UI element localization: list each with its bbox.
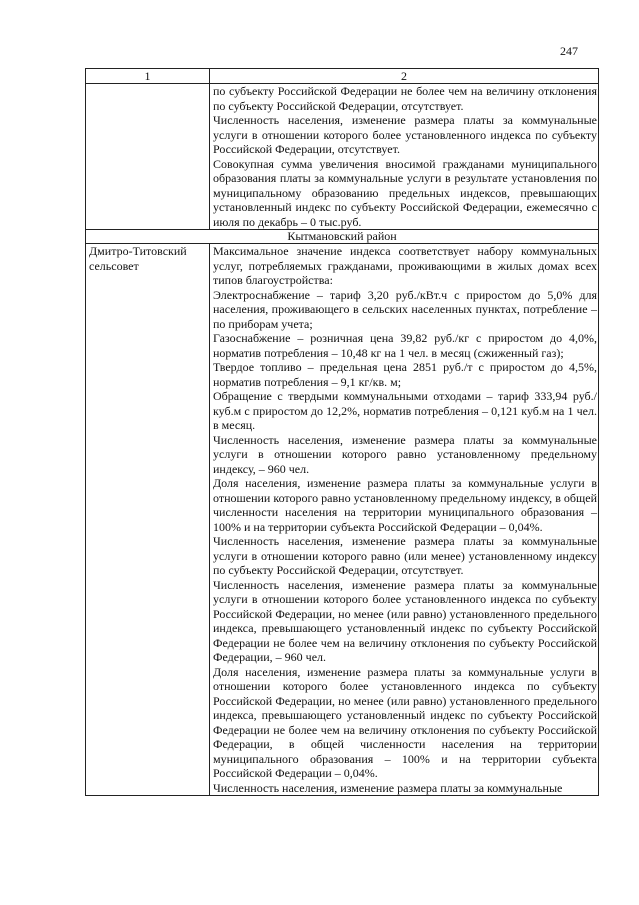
- row2-paragraph-5: Обращение с твердыми коммунальными отходами – тариф 333,94 руб./куб.м с приростом до 12,2%, норматив потребления – 0,121 куб.м на 1 чел. в месяц.: [213, 389, 597, 432]
- table-row: [86, 84, 599, 230]
- row1-col1-cell: [86, 84, 210, 230]
- region-title: Кытмановский район: [86, 230, 599, 244]
- row1-paragraph-2: Численность населения, изменение размера платы за коммунальные услуги в отношении которого более установленного индекса по субъекту Российской Федерации, отсутствует.: [213, 113, 597, 156]
- row1-col2-cell: [210, 84, 599, 230]
- row2-paragraph-10: Доля населения, изменение размера платы за коммунальные услуги в отношении которого более установленного индекса по субъекту Российской Федерации, но менее (или равно) установленного предельного индекса, превышающего установленный индекс по субъекту Российской Федерации не более чем на величину отклонения по субъекту Российской Федерации, в общей численности населения на территории муниципального образования – 100% и на территории субъекта Российской Федерации – 0,04%.: [213, 664, 597, 780]
- document-table: [85, 68, 599, 796]
- row2-paragraph-11: Численность населения, изменение размера платы за коммунальные: [213, 780, 563, 795]
- column-header-1: 1: [86, 69, 210, 84]
- page-number: 247: [560, 44, 578, 58]
- column-header-2: 2: [210, 69, 599, 84]
- municipality-name: Дмитро-Титовский сельсовет: [89, 244, 187, 273]
- table-header-row: [86, 69, 599, 84]
- region-header-row: [86, 230, 599, 244]
- row2-col1-cell: [86, 244, 210, 796]
- row2-paragraph-6: Численность населения, изменение размера платы за коммунальные услуги в отношении которого равно установленному предельному индексу, – 960 чел.: [213, 432, 597, 476]
- row1-paragraph-3: Совокупная сумма увеличения вносимой гражданами муниципального образования платы за коммунальные услуги в результате установления по муниципальному образованию предельных индексов, превышающих установленный индекс по субъекту Российской Федерации, ежемесячно с июля по декабрь – 0 тыс.руб.: [213, 156, 597, 229]
- row2-paragraph-4: Твердое топливо – предельная цена 2851 руб./т с приростом до 4,5%, норматив потребления – 9,1 кг/кв. м;: [213, 360, 597, 389]
- row2-paragraph-9: Численность населения, изменение размера платы за коммунальные услуги в отношении которого более установленного индекса по субъекту Российской Федерации, но менее (или равно) установленного предельного индекса, превышающего установленный индекс по субъекту Российской Федерации не более чем на величину отклонения по субъекту Российской Федерации, – 960 чел.: [213, 577, 597, 664]
- row2-paragraph-7: Доля населения, изменение размера платы за коммунальные услуги в отношении которого равно установленному предельному индексу, в общей численности населения на территории муниципального образования – 100% и на территории субъекта Российской Федерации – 0,04%.: [213, 476, 597, 534]
- row2-paragraph-2: Электроснабжение – тариф 3,20 руб./кВт.ч с приростом до 5,0% для населения, проживающего в сельских населенных пунктах, потребление – по приборам учета;: [213, 287, 597, 331]
- row2-paragraph-3: Газоснабжение – розничная цена 39,82 руб./кг с приростом до 4,0%, норматив потребления – 10,48 кг на 1 чел. в месяц (сжиженный газ);: [213, 331, 597, 360]
- row2-paragraph-1: Максимальное значение индекса соответствует набору коммунальных услуг, потребляемых гражданами, проживающими в жилых домах всех типов благоустройства:: [213, 244, 597, 287]
- table-row: [86, 244, 599, 796]
- row2-paragraph-8: Численность населения, изменение размера платы за коммунальные услуги в отношении которого равно (или менее) установленному индексу по субъекту Российской Федерации, отсутствует.: [213, 534, 597, 577]
- row2-col2-cell: [210, 244, 599, 796]
- row1-paragraph-1: по субъекту Российской Федерации не более чем на величину отклонения по субъекту Российской Федерации, отсутствует.: [213, 84, 597, 113]
